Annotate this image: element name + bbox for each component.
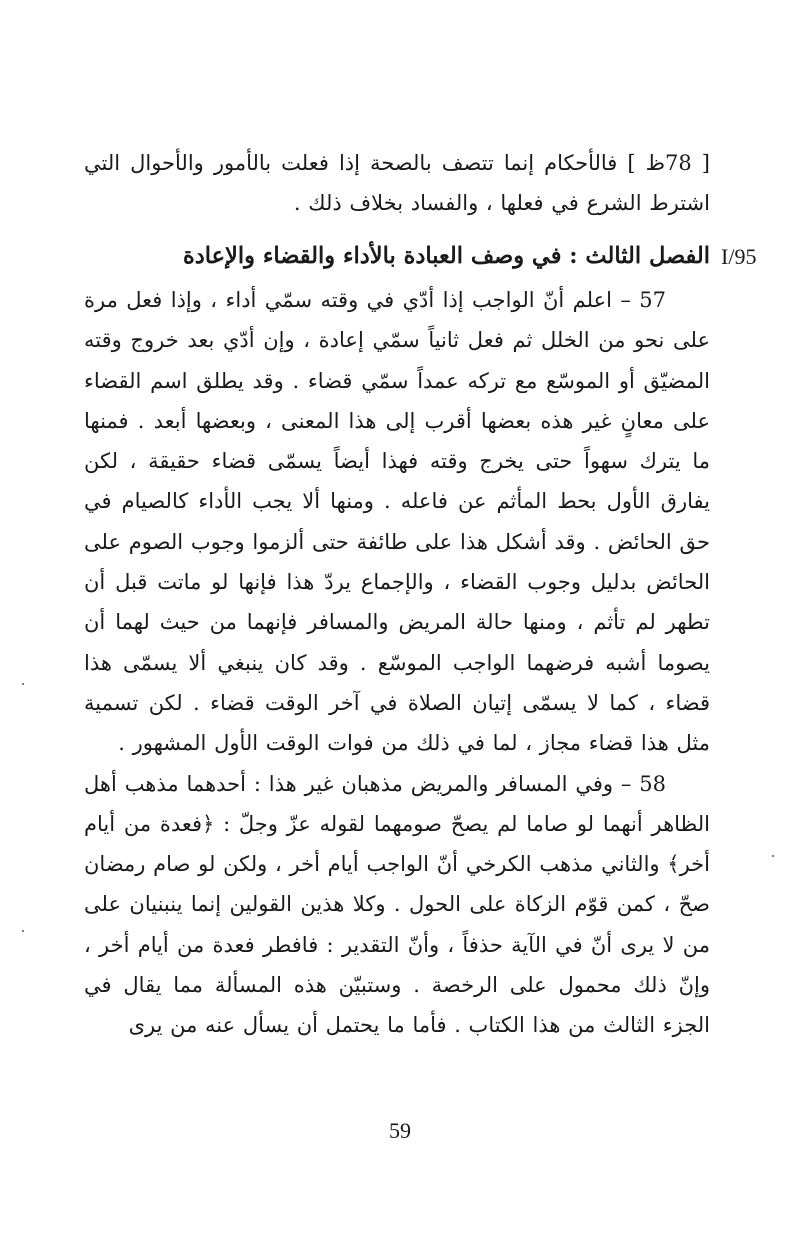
intro-text: [ 78ظ ] فالأحكام إنما تتصف بالصحة إذا فعلت بالأمور والأحوال التي اشترط الشرع في فعلها ، والفساد بخلاف ذلك . bbox=[84, 151, 710, 216]
main-body bbox=[84, 280, 710, 1046]
paragraph-57: 57 – اعلم أنّ الواجب إذا أدّي في وقته سمّي أداء ، وإذا فعل مرة على نحو من الخلل ثم فعل ثانياً سمّي إعادة ، وإن أدّي بعد خروج وقته المضيّق أو الموسّع مع تركه عمداً سمّي قضاء . وقد يطلق اسم القضاء على معانٍ غير هذه بعضها أقرب إلى هذا المعنى ، وبعضها أبعد . فمنها ما يترك سهواً حتى يخرج وقته فهذا أيضاً يسمّى قضاء حقيقة ، لكن يفارق الأول بحط المأثم عن فاعله . ومنها ألا يجب الأداء كالصيام في حق الحائض . وقد أشكل هذا على طائفة حتى ألزموا وجوب الصوم على الحائض بدليل وجوب القضاء ، والإجماع يردّ هذا فإنها لو ماتت قبل أن تطهر لم تأثم ، ومنها حالة المريض والمسافر فإنهما من حيث لهما أن يصوما أشبه فرضهما الواجب الموسّع . وقد كان ينبغي ألا يسمّى هذا قضاء ، كما لا يسمّى إتيان الصلاة في آخر الوقت قضاء . لكن تسمية مثل هذا قضاء مجاز ، لما في ذلك من فوات الوقت الأول المشهور . bbox=[84, 288, 710, 756]
intro-paragraph bbox=[84, 143, 710, 224]
scan-speck bbox=[772, 855, 774, 857]
scan-speck bbox=[22, 683, 24, 685]
chapter-heading: الفصل الثالث : في وصف العبادة بالأداء والقضاء والإعادة bbox=[182, 243, 710, 269]
margin-reference: I/95 bbox=[721, 244, 757, 269]
paragraph-58: 58 – وفي المسافر والمريض مذهبان غير هذا : أحدهما مذهب أهل الظاهر أنهما لو صاما لم يصحّ صومهما لقوله عزّ وجلّ : ﴿فعدة من أيام أخر﴾ والثاني مذهب الكرخي أنّ الواجب أيام أخر ، ولكن لو صام رمضان صحّ ، كمن قوّم الزكاة على الحول . وكلا هذين القولين إنما ينبنيان على من لا يرى أنّ في الآية حذفاً ، وأنّ التقدير : فافطر فعدة من أيام أخر ، وإنّ ذلك محمول على الرخصة . وستبيّن هذه المسألة مما يقال في الجزء الثالث من هذا الكتاب . فأما ما يحتمل أن يسأل عنه من يرى bbox=[84, 771, 710, 1038]
scan-speck bbox=[22, 930, 24, 932]
page-number: 59 bbox=[389, 1118, 411, 1143]
